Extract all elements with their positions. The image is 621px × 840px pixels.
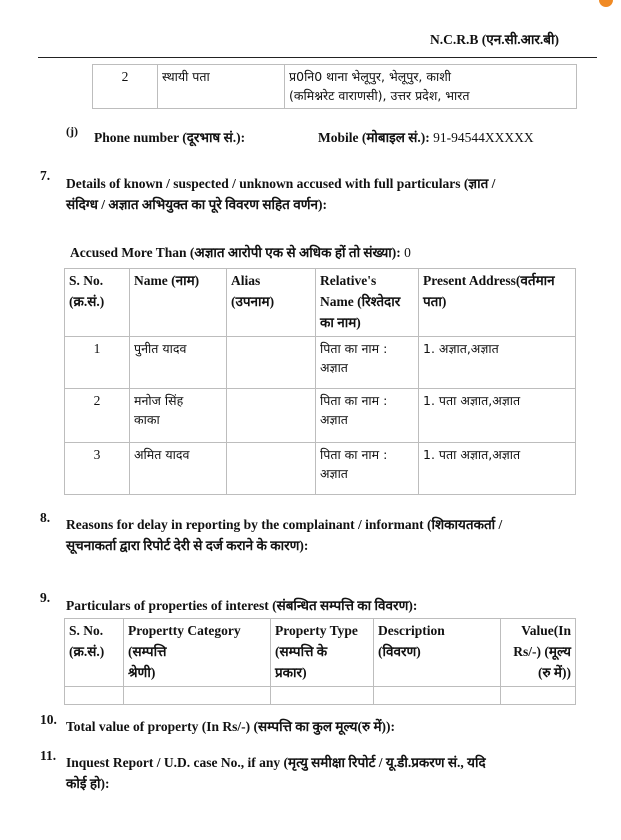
section-7-line-1: Details of known / suspected / unknown accused with full particulars (ज्ञात / <box>66 176 496 191</box>
empty-cell <box>271 687 374 705</box>
col-sno-header-hi: (क्र.सं.) <box>69 643 105 659</box>
accused-relative-line-2: अज्ञात <box>320 360 348 376</box>
section-11-number: 11. <box>40 748 57 763</box>
section-11-heading <box>66 753 586 795</box>
accused-table <box>64 268 576 495</box>
section-7-number: 7. <box>40 168 51 183</box>
address-line-1: प्र0नि0 थाना भेलूपुर, भेलूपुर, काशी <box>289 69 451 84</box>
section-10-number: 10. <box>40 712 57 727</box>
section-8-number: 8. <box>40 510 51 525</box>
address-table <box>92 64 577 109</box>
table-header-row <box>65 619 576 687</box>
section-8-line-2: सूचनाकर्ता द्वारा रिपोर्ट देरी से दर्ज कराने के कारण): <box>66 537 309 553</box>
accused-sno: 3 <box>65 443 130 495</box>
accused-name <box>130 389 227 443</box>
col-relative-header <box>316 269 419 337</box>
section-11-line-1: Inquest Report / U.D. case No., if any (मृत्यु समीक्षा रिपोर्ट / यू.डी.प्रकरण सं., यदि <box>66 755 486 770</box>
col-address-header-2: पता) <box>423 293 447 309</box>
col-category-header <box>124 619 271 687</box>
col-value-header <box>501 619 576 687</box>
address-label: स्थायी पता <box>158 65 285 109</box>
accused-alias <box>227 389 316 443</box>
accused-more-value: 0 <box>404 245 411 260</box>
empty-cell <box>501 687 576 705</box>
table-row <box>65 337 576 389</box>
col-relative-header-3: का नाम) <box>320 314 361 330</box>
col-sno-header <box>65 269 130 337</box>
accused-name-line-1: पुनीत यादव <box>134 341 187 356</box>
accused-alias <box>227 337 316 389</box>
table-row <box>65 687 576 705</box>
col-sno-header <box>65 619 124 687</box>
col-value-header-1: Value(In <box>521 623 571 638</box>
col-alias-header-hi: (उपनाम) <box>231 293 275 309</box>
address-value <box>285 65 577 109</box>
property-table <box>64 618 576 705</box>
col-description-header-2: (विवरण) <box>378 643 421 659</box>
table-row <box>65 389 576 443</box>
col-address-header-1: Present Address(वर्तमान <box>423 273 555 288</box>
col-value-header-3: (रु में)) <box>537 664 571 680</box>
table-row <box>65 443 576 495</box>
page-header: N.C.R.B (एन.सी.आर.बी) <box>430 32 559 47</box>
accused-relative <box>316 389 419 443</box>
section-9-number: 9. <box>40 590 51 605</box>
accused-relative-line-2: अज्ञात <box>320 412 348 428</box>
empty-cell <box>124 687 271 705</box>
mobile-value: 91-94544XXXXX <box>433 130 534 145</box>
col-type-header <box>271 619 374 687</box>
col-sno-header-en: S. No. <box>69 623 104 638</box>
empty-cell <box>65 687 124 705</box>
empty-cell <box>374 687 501 705</box>
section-8-line-1: Reasons for delay in reporting by the complainant / informant (शिकायतकर्ता / <box>66 517 503 532</box>
accused-relative <box>316 443 419 495</box>
accused-address: 1. पता अज्ञात,अज्ञात <box>419 443 576 495</box>
col-type-header-3: प्रकार) <box>275 664 307 680</box>
table-header-row <box>65 269 576 337</box>
col-alias-header-en: Alias <box>231 273 261 288</box>
accused-relative-line-2: अज्ञात <box>320 466 348 482</box>
col-type-header-1: Property Type <box>275 623 358 638</box>
accused-relative <box>316 337 419 389</box>
address-index: 2 <box>93 65 158 109</box>
mobile-field <box>318 128 534 149</box>
col-relative-header-2: Name (रिश्तेदार <box>320 293 401 309</box>
table-row <box>93 65 577 109</box>
accused-sno: 1 <box>65 337 130 389</box>
accused-name-line-2: काका <box>134 412 160 428</box>
col-sno-header-en: S. No. <box>69 273 104 288</box>
col-description-header-1: Description <box>378 623 445 638</box>
accused-relative-line-1: पिता का नाम : <box>320 393 388 408</box>
col-address-header <box>419 269 576 337</box>
section-7-heading <box>66 174 586 216</box>
col-category-header-1: Propertty Category <box>128 623 241 638</box>
accused-name-line-1: मनोज सिंह <box>134 393 184 408</box>
col-description-header <box>374 619 501 687</box>
header-rule <box>38 57 597 58</box>
address-line-2: (कमिश्नरेट वाराणसी), उत्तर प्रदेश, भारत <box>289 88 470 104</box>
accused-more-label: Accused More Than (अज्ञात आरोपी एक से अधिक हों तो संख्या): <box>70 245 401 260</box>
item-j-marker: (j) <box>66 124 78 138</box>
accused-alias <box>227 443 316 495</box>
section-7-line-2: संदिग्ध / अज्ञात अभियुक्त का पूरे विवरण सहित वर्णन): <box>66 196 327 212</box>
col-category-header-2: (सम्पत्ति <box>128 643 167 659</box>
accused-sno: 2 <box>65 389 130 443</box>
accused-name <box>130 337 227 389</box>
accused-name <box>130 443 227 495</box>
col-type-header-2: (सम्पत्ति के <box>275 643 328 659</box>
section-10-heading: Total value of property (In Rs/-) (सम्पत्ति का कुल मूल्य(रु में)): <box>66 719 396 734</box>
phone-label: Phone number (दूरभाष सं.): <box>94 130 246 145</box>
accused-more-field <box>70 243 411 264</box>
mobile-label: Mobile (मोबाइल सं.): <box>318 130 430 145</box>
orange-accent-mark <box>599 0 613 7</box>
col-sno-header-hi: (क्र.सं.) <box>69 293 105 309</box>
accused-address: 1. पता अज्ञात,अज्ञात <box>419 389 576 443</box>
col-relative-header-1: Relative's <box>320 273 377 288</box>
accused-address: 1. अज्ञात,अज्ञात <box>419 337 576 389</box>
section-11-line-2: कोई हो): <box>66 775 110 791</box>
col-alias-header <box>227 269 316 337</box>
col-name-header: Name (नाम) <box>130 269 227 337</box>
accused-relative-line-1: पिता का नाम : <box>320 341 388 356</box>
col-category-header-3: श्रेणी) <box>128 664 156 680</box>
section-9-heading: Particulars of properties of interest (संबन्धित सम्पत्ति का विवरण): <box>66 598 418 613</box>
accused-name-line-1: अमित यादव <box>134 447 190 462</box>
accused-relative-line-1: पिता का नाम : <box>320 447 388 462</box>
section-8-heading <box>66 515 586 557</box>
col-value-header-2: Rs/-) (मूल्य <box>513 643 571 659</box>
